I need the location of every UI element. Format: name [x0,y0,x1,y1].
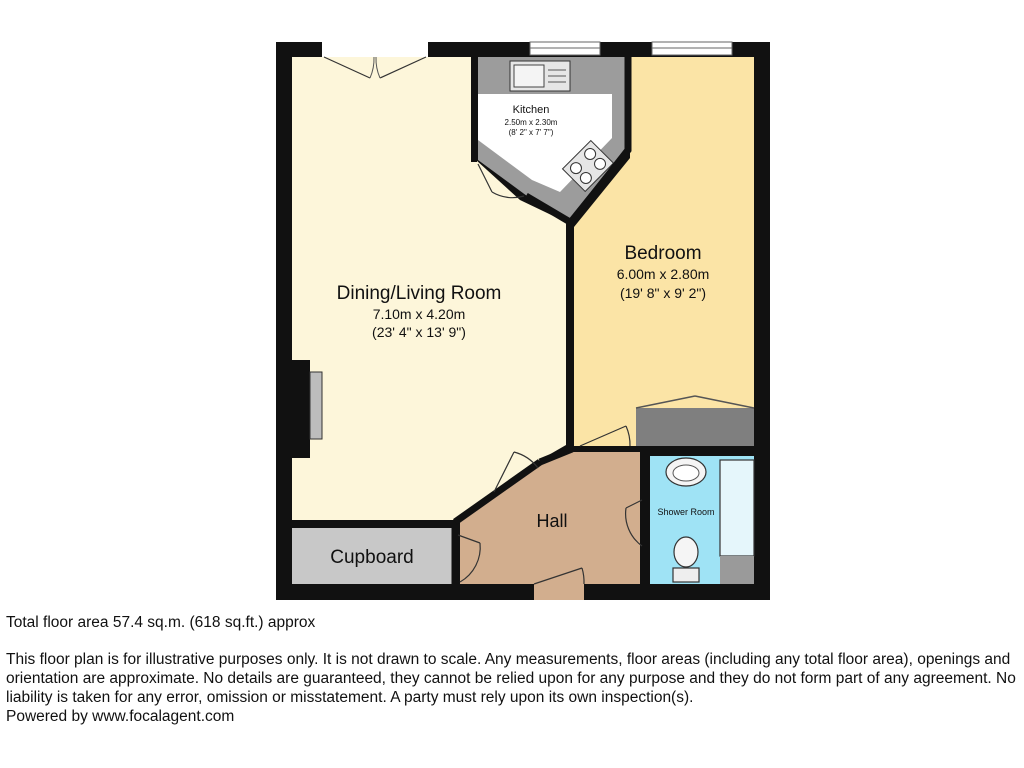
powered-by-text: Powered by www.focalagent.com [6,708,235,725]
wardrobe [636,408,754,446]
dining-imperial: (23' 4" x 13' 9") [372,324,466,340]
wash-basin-bowl [673,465,699,481]
dining-label: Dining/Living Room [336,283,502,304]
bedroom-dims: 6.00m x 2.80m [616,266,710,282]
fireplace [292,360,310,458]
disclaimer-text: This floor plan is for illustrative purposes only. It is not drawn to scale. Any measurements, floor areas (including any total floor area), openings and orientation are approximate. No details are guaranteed, they cannot be relied upon for any purpose and they do not form part of any agreement. No liability is taken for any error, omission or misstatement. A party must rely upon its own inspection(s). [6,651,1016,706]
shower-room-label: Shower Room [657,507,715,517]
hearth [310,372,322,439]
shower-tray [720,460,754,556]
toilet-icon [674,537,698,567]
toilet-cistern [673,568,699,582]
bedroom-label: Bedroom [624,243,702,264]
hall-label: Hall [536,511,568,531]
total-floor-area: Total floor area 57.4 sq.m. (618 sq.ft.) approx [6,614,316,631]
kitchen-dims: 2.50m x 2.30m [504,118,558,127]
kitchen-label: Kitchen [512,104,550,116]
window [322,42,428,57]
sink-bowl [514,65,544,87]
bedroom-imperial: (19' 8" x 9' 2") [619,285,707,301]
dining-dims: 7.10m x 4.20m [372,306,466,322]
shower-screen [720,556,754,584]
cupboard-label: Cupboard [330,547,414,568]
kitchen-imperial: (8' 2" x 7' 7") [508,128,554,137]
